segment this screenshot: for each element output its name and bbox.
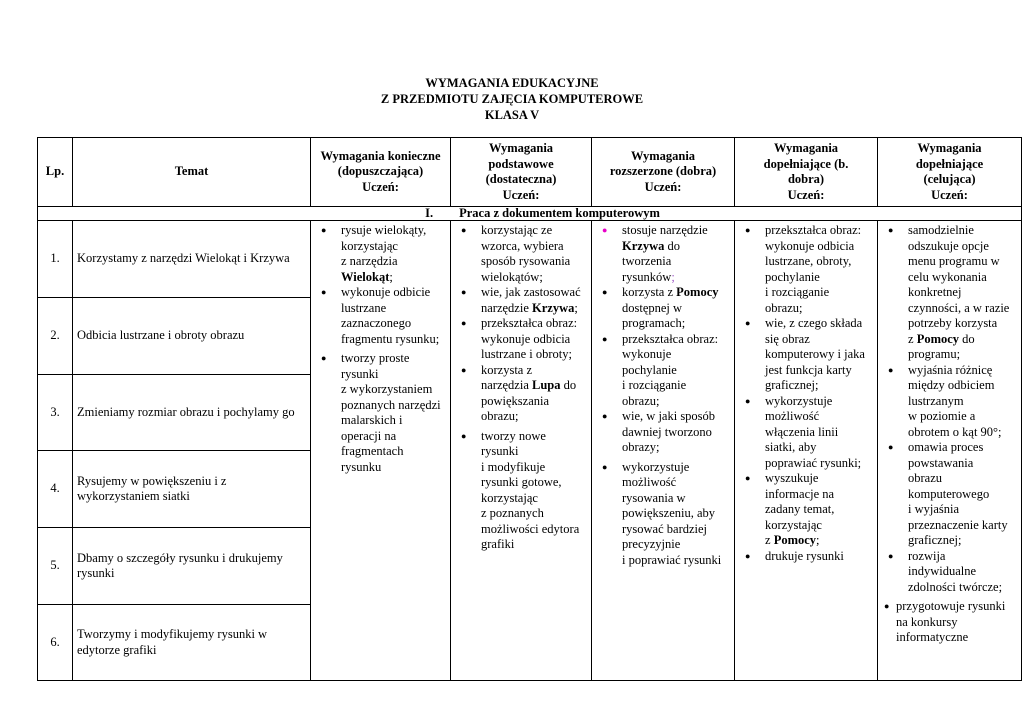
- row-topic: Dbamy o szczegóły rysunku i drukujemy rysunki: [73, 528, 311, 605]
- list-item: ● wyszukuje informacje na zadany temat, korzystając z Pomocy;: [739, 471, 873, 549]
- row-topic: Tworzymy i modyfikujemy rysunki w edytorze grafiki: [73, 605, 311, 681]
- row-topic: Odbicia lustrzane i obroty obrazu: [73, 298, 311, 375]
- requirements-table: [37, 137, 1022, 681]
- header-wymagania-podstawowe: Wymagania podstawowe (dostateczna) Uczeń:: [451, 138, 592, 207]
- header-wymagania-dopelniajace-cel: Wymagania dopełniające (celująca) Uczeń:: [878, 138, 1022, 207]
- list-item: ● rysuje wielokąty, korzystając z narzędzia Wielokąt;: [315, 223, 446, 285]
- requirements-dopelniajace-cel: [878, 221, 1022, 681]
- section-number: I.: [425, 206, 434, 220]
- list-item: ● samodzielnie odszukuje opcje menu programu w celu wykonania konkretnej czynności, a w razie potrzeby korzysta z Pomocy do programu;: [882, 223, 1017, 363]
- header-wymagania-konieczne: Wymagania konieczne (dopuszczająca) Uczeń:: [311, 138, 451, 207]
- row-number: 1.: [38, 221, 73, 298]
- list-item: ● stosuje narzędzie Krzywa do tworzenia rysunków;: [596, 223, 730, 285]
- list-item: ● wykorzystuje możliwość włączenia linii siatki, aby poprawiać rysunki;: [739, 394, 873, 472]
- table-row: [38, 221, 1022, 298]
- list-item: ● przygotowuje rysunki na konkursy informatyczne: [882, 599, 1017, 646]
- row-number: 6.: [38, 605, 73, 681]
- list-item: ● wyjaśnia różnicę między odbiciem lustrzanym w poziomie a obrotem o kąt 90°;: [882, 363, 1017, 441]
- row-number: 2.: [38, 298, 73, 375]
- requirements-podstawowe: [451, 221, 592, 681]
- list-item: ● tworzy proste rysunki z wykorzystaniem poznanych narzędzi malarskich i operacji na fragmentach rysunku: [315, 351, 446, 475]
- section-name: Praca z dokumentem komputerowym: [459, 206, 660, 220]
- title-line-2: Z PRZEDMIOTU ZAJĘCIA KOMPUTEROWE: [380, 92, 644, 106]
- row-number: 3.: [38, 375, 73, 451]
- list-item: ● tworzy nowe rysunki i modyfikuje rysunki gotowe, korzystając z poznanych możliwości edytora grafiki: [455, 429, 587, 553]
- row-topic: Korzystamy z narzędzi Wielokąt i Krzywa: [73, 221, 311, 298]
- row-topic: Rysujemy w powiększeniu i z wykorzystaniem siatki: [73, 451, 311, 528]
- document-title: [0, 75, 1024, 123]
- list-item: ● drukuje rysunki: [739, 549, 873, 565]
- requirements-rozszerzone: [592, 221, 735, 681]
- header-temat: Temat: [73, 138, 311, 207]
- title-line-3: KLASA V: [484, 108, 540, 122]
- requirements-konieczne: [311, 221, 451, 681]
- header-lp: Lp.: [38, 138, 73, 207]
- section-row: [38, 207, 1022, 221]
- row-number: 4.: [38, 451, 73, 528]
- list-item: ● wie, jak zastosować narzędzie Krzywa;: [455, 285, 587, 316]
- list-item: ● przekształca obraz: wykonuje odbicia lustrzane i obroty;: [455, 316, 587, 363]
- header-row: [38, 138, 1022, 207]
- list-item: ● korzysta z narzędzia Lupa do powiększania obrazu;: [455, 363, 587, 425]
- list-item: ● rozwija indywidualne zdolności twórcze;: [882, 549, 1017, 596]
- header-wymagania-dopelniajace-bdb: Wymagania dopełniające (b. dobra) Uczeń:: [735, 138, 878, 207]
- list-item: ● wie, z czego składa się obraz komputerowy i jaka jest funkcja karty graficznej;: [739, 316, 873, 394]
- list-item: ● wykorzystuje możliwość rysowania w powiększeniu, aby rysować bardziej precyzyjnie i poprawiać rysunki: [596, 460, 730, 569]
- list-item: ● przekształca obraz: wykonuje pochylanie i rozciąganie obrazu;: [596, 332, 730, 410]
- row-number: 5.: [38, 528, 73, 605]
- list-item: ● korzysta z Pomocy dostępnej w programach;: [596, 285, 730, 332]
- title-line-1: WYMAGANIA EDUKACYJNE: [425, 76, 599, 90]
- requirements-dopelniajace-bdb: [735, 221, 878, 681]
- list-item: ● korzystając ze wzorca, wybiera sposób rysowania wielokątów;: [455, 223, 587, 285]
- header-wymagania-rozszerzone: Wymagania rozszerzone (dobra) Uczeń:: [592, 138, 735, 207]
- list-item: ● wie, w jaki sposób dawniej tworzono obrazy;: [596, 409, 730, 456]
- list-item: ● omawia proces powstawania obrazu komputerowego i wyjaśnia przeznaczenie karty graficznej;: [882, 440, 1017, 549]
- list-item: ● wykonuje odbicie lustrzane zaznaczonego fragmentu rysunku;: [315, 285, 446, 347]
- row-topic: Zmieniamy rozmiar obrazu i pochylamy go: [73, 375, 311, 451]
- list-item: ● przekształca obraz: wykonuje odbicia lustrzane, obroty, pochylanie i rozciąganie obrazu;: [739, 223, 873, 316]
